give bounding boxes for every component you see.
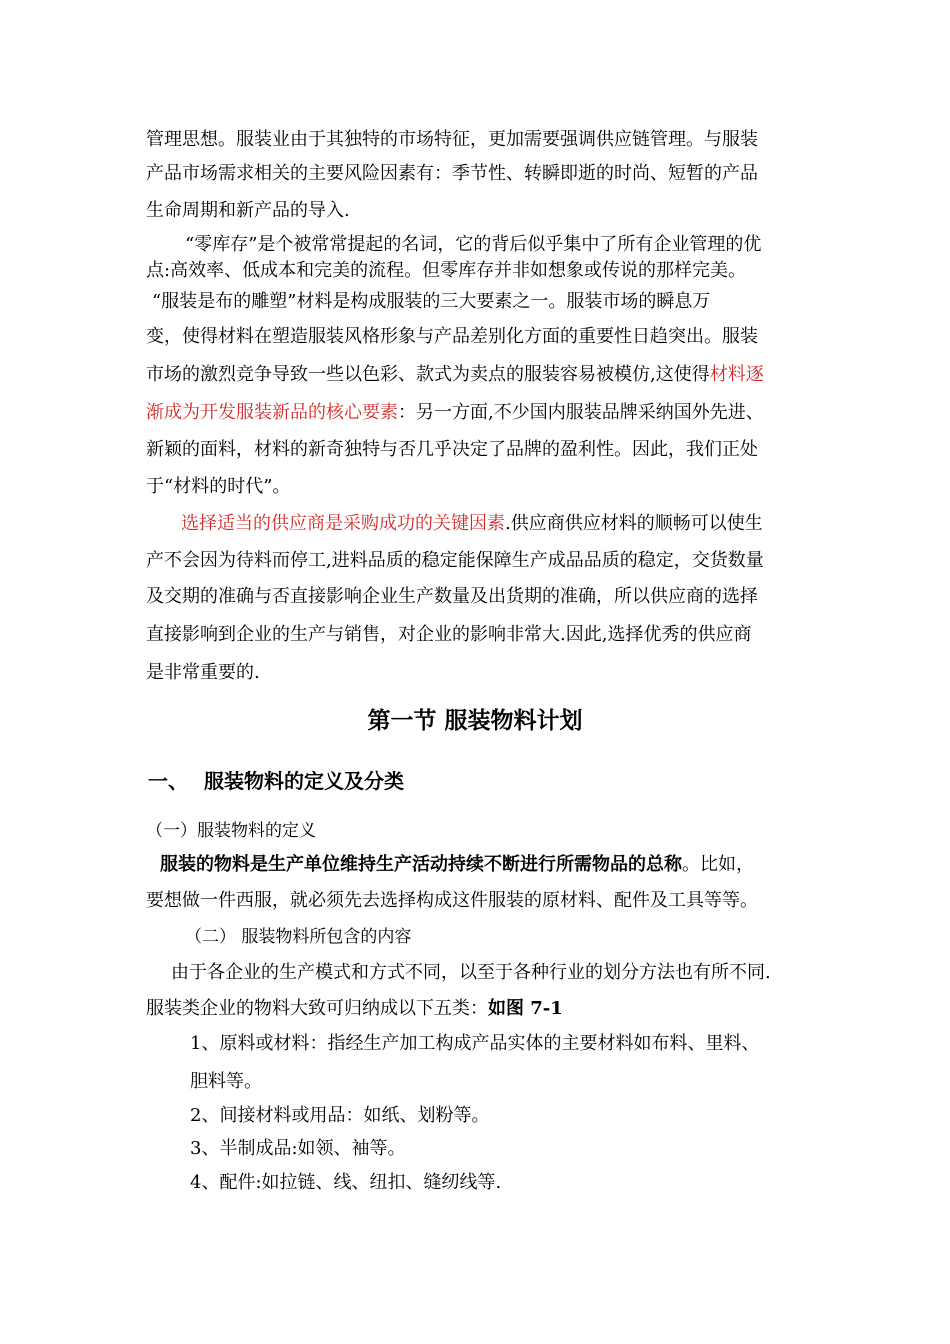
paragraph-text: 市场的激烈竞争导致一些以色彩、款式为卖点的服装容易被模仿,这使得	[146, 364, 710, 385]
section-title: 第一节 服装物料计划	[367, 708, 583, 734]
paragraph-line: 变，使得材料在塑造服装风格形象与产品差别化方面的重要性日趋突出。服装	[146, 326, 758, 347]
paragraph-line	[146, 363, 764, 387]
paragraph-text: 服装类企业的物料大致可归纳成以下五类：	[146, 998, 488, 1019]
paragraph-text: ：另一方面,不少国内服装品牌采纳国外先进、	[398, 402, 764, 423]
list-item: 2、间接材料或用品：如纸、划粉等。	[190, 1105, 490, 1126]
paragraph-line: 是非常重要的.	[146, 662, 260, 683]
paragraph-line: 要想做一件西服，就必须先去选择构成这件服装的原材料、配件及工具等等。	[146, 890, 758, 911]
paragraph-line: 产不会因为待料而停工,进料品质的稳定能保障生产成品品质的稳定，交货数量	[146, 550, 764, 571]
paragraph-line	[146, 997, 563, 1021]
list-item: 1、原料或材料：指经生产加工构成产品实体的主要材料如布料、里料、	[190, 1033, 760, 1054]
sub-heading	[148, 767, 404, 795]
paragraph-text: .供应商供应材料的顺畅可以使生	[505, 513, 763, 534]
content-label: （二） 服装物料所包含的内容	[185, 927, 412, 947]
paragraph-line: 生命周期和新产品的导入.	[146, 200, 350, 221]
paragraph-line: 直接影响到企业的生产与销售，对企业的影响非常大.因此,选择优秀的供应商	[146, 624, 752, 645]
figure-reference: 如图 7-1	[488, 998, 563, 1019]
highlighted-text: 渐成为开发服装新品的核心要素	[146, 402, 398, 423]
sub-heading-text: 服装物料的定义及分类	[204, 769, 404, 793]
paragraph-line: 及交期的准确与否直接影响企业生产数量及出货期的准确，所以供应商的选择	[146, 586, 758, 607]
paragraph-line	[146, 401, 764, 425]
paragraph-text: 。比如，	[682, 854, 754, 875]
paragraph-line: 于“材料的时代”。	[146, 476, 291, 497]
paragraph-line: 由于各企业的生产模式和方式不同，以至于各种行业的划分方法也有所不同.	[171, 962, 771, 983]
paragraph-line: 新颖的面料，材料的新奇独特与否几乎决定了品牌的盈利性。因此，我们正处	[146, 439, 758, 460]
highlighted-text: 材料逐	[709, 364, 764, 385]
paragraph-line	[160, 853, 754, 877]
paragraph-line	[181, 512, 763, 536]
paragraph-line: “零库存”是个被常常提起的名词，它的背后似乎集中了所有企业管理的优	[185, 234, 762, 255]
paragraph-line: “服装是布的雕塑”材料是构成服装的三大要素之一。服装市场的瞬息万	[152, 291, 711, 312]
definition-label: （一）服装物料的定义	[146, 821, 316, 841]
sub-heading-number: 一、	[148, 769, 188, 793]
list-item: 4、配件:如拉链、线、纽扣、缝纫线等.	[190, 1172, 502, 1193]
paragraph-line: 产品市场需求相关的主要风险因素有：季节性、转瞬即逝的时尚、短暂的产品	[146, 163, 758, 184]
list-item: 3、半制成品:如领、袖等。	[190, 1138, 406, 1159]
definition-bold-text: 服装的物料是生产单位维持生产活动持续不断进行所需物品的总称	[160, 854, 682, 875]
paragraph-line: 点:高效率、低成本和完美的流程。但零库存并非如想象或传说的那样完美。	[146, 260, 747, 281]
paragraph-line: 管理思想。服装业由于其独特的市场特征，更加需要强调供应链管理。与服装	[146, 129, 758, 150]
highlighted-text: 选择适当的供应商是采购成功的关键因素	[181, 513, 505, 534]
list-item: 胆料等。	[190, 1071, 262, 1092]
